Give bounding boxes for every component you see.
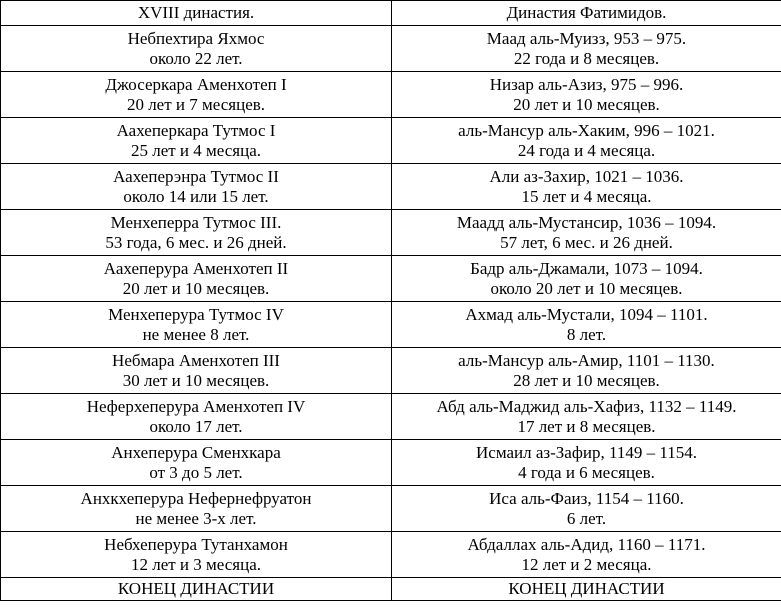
table-row [1,118,781,164]
egyptian-ruler-cell [1,302,392,348]
table-row [1,26,781,72]
fatimid-ruler-cell [392,348,781,394]
egyptian-ruler-name: Менхеперра Тутмос III. [110,212,282,232]
table-row [1,394,781,440]
fatimid-ruler-term: 8 лет. [566,324,607,344]
fatimid-ruler-term: 17 лет и 8 месяцев. [517,416,656,436]
table-row [1,72,781,118]
egyptian-ruler-name: Менхеперура Тутмос IV [108,304,284,324]
table-row [1,486,781,532]
fatimid-ruler-name: Исмаил аз-Зафир, 1149 – 1154. [476,442,697,462]
egyptian-ruler-term: от 3 до 5 лет. [149,462,243,482]
egyptian-ruler-name: Анхеперура Сменхкара [111,442,281,462]
egyptian-ruler-name: Анхкхеперура Нефернефруатон [80,488,312,508]
egyptian-ruler-cell [1,532,392,578]
fatimid-ruler-term: 22 года и 8 месяцев. [513,48,660,68]
egyptian-ruler-cell [1,72,392,118]
fatimid-ruler-name: Маад аль-Муизз, 953 – 975. [486,28,687,48]
egyptian-ruler-cell [1,440,392,486]
egyptian-ruler-term: 30 лет и 10 месяцев. [122,370,270,390]
egyptian-ruler-name: Аахеперэнра Тутмос II [113,166,279,186]
fatimid-ruler-term: около 20 лет и 10 месяцев. [490,278,683,298]
footer-cell-left [1,578,392,601]
fatimid-ruler-cell [392,394,781,440]
egyptian-ruler-term: не менее 8 лет. [142,324,250,344]
egyptian-ruler-term: около 14 или 15 лет. [123,186,269,206]
fatimid-ruler-cell [392,486,781,532]
egyptian-ruler-name: Небмара Аменхотеп III [112,350,280,370]
egyptian-ruler-term: около 17 лет. [149,416,243,436]
fatimid-ruler-cell [392,440,781,486]
egyptian-ruler-term: 20 лет и 10 месяцев. [122,278,270,298]
egyptian-ruler-term: 12 лет и 3 месяца. [130,554,262,574]
egyptian-ruler-cell [1,118,392,164]
fatimid-ruler-cell [392,256,781,302]
fatimid-ruler-term: 12 лет и 2 месяца. [521,554,652,574]
header-cell-xviii-dynasty [1,1,392,26]
egyptian-ruler-term: около 22 лет. [149,48,243,68]
egyptian-ruler-name: Неферхеперура Аменхотеп IV [86,396,306,416]
footer-left-text: КОНЕЦ ДИНАСТИИ [117,579,275,598]
fatimid-ruler-name: Али аз-Захир, 1021 – 1036. [489,166,684,186]
table-row [1,440,781,486]
fatimid-ruler-name: аль-Мансур аль-Хаким, 996 – 1021. [458,120,715,140]
header-right-text: Династия Фатимидов. [506,3,667,22]
fatimid-ruler-name: Бадр аль-Джамали, 1073 – 1094. [470,258,703,278]
table-row [1,302,781,348]
fatimid-ruler-cell [392,72,781,118]
fatimid-ruler-cell [392,164,781,210]
fatimid-ruler-term: 6 лет. [566,508,607,528]
egyptian-ruler-cell [1,256,392,302]
header-cell-fatimid-dynasty [392,1,781,26]
egyptian-ruler-cell [1,210,392,256]
table-row [1,256,781,302]
fatimid-ruler-name: аль-Мансур аль-Амир, 1101 – 1130. [458,350,715,370]
fatimid-ruler-name: Маадд аль-Мустансир, 1036 – 1094. [456,212,717,232]
footer-right-text: КОНЕЦ ДИНАСТИИ [508,579,665,598]
egyptian-ruler-cell [1,348,392,394]
fatimid-ruler-name: Ахмад аль-Мустали, 1094 – 1101. [465,304,708,324]
fatimid-ruler-cell [392,26,781,72]
fatimid-ruler-term: 20 лет и 10 месяцев. [513,94,660,114]
footer-row [1,578,781,601]
fatimid-ruler-term: 15 лет и 4 месяца. [521,186,652,206]
fatimid-ruler-term: 57 лет, 6 мес. и 26 дней. [500,232,673,252]
egyptian-ruler-cell [1,26,392,72]
fatimid-ruler-name: Абд аль-Маджид аль-Хафиз, 1132 – 1149. [436,396,737,416]
header-left-text: XVIII династия. [137,3,255,22]
fatimid-ruler-cell [392,302,781,348]
egyptian-ruler-name: Аахеперура Аменхотеп II [103,258,289,278]
header-row [1,1,781,26]
table-row [1,532,781,578]
egyptian-ruler-term: 25 лет и 4 месяца. [130,140,262,160]
table-row [1,348,781,394]
egyptian-ruler-term: 20 лет и 7 месяцев. [126,94,266,114]
footer-cell-right [392,578,781,601]
fatimid-ruler-name: Абдаллах аль-Адид, 1160 – 1171. [467,534,706,554]
egyptian-ruler-term: 53 года, 6 мес. и 26 дней. [105,232,287,252]
egyptian-ruler-name: Аахеперкара Тутмос I [116,120,276,140]
egyptian-ruler-name: Небпехтира Яхмос [127,28,265,48]
egyptian-ruler-cell [1,164,392,210]
fatimid-ruler-cell [392,118,781,164]
table-row [1,210,781,256]
egyptian-ruler-cell [1,486,392,532]
egyptian-ruler-name: Небхеперура Тутанхамон [104,534,288,554]
fatimid-ruler-name: Низар аль-Азиз, 975 – 996. [489,74,684,94]
egyptian-ruler-term: не менее 3-х лет. [135,508,257,528]
fatimid-ruler-name: Иса аль-Фаиз, 1154 – 1160. [489,488,684,508]
egyptian-ruler-cell [1,394,392,440]
fatimid-ruler-cell [392,210,781,256]
fatimid-ruler-term: 4 года и 6 месяцев. [518,462,655,482]
fatimid-ruler-term: 28 лет и 10 месяцев. [513,370,660,390]
egyptian-ruler-name: Джосеркара Аменхотеп I [105,74,287,94]
table-row [1,164,781,210]
fatimid-ruler-cell [392,532,781,578]
fatimid-ruler-term: 24 года и 4 месяца. [517,140,656,160]
